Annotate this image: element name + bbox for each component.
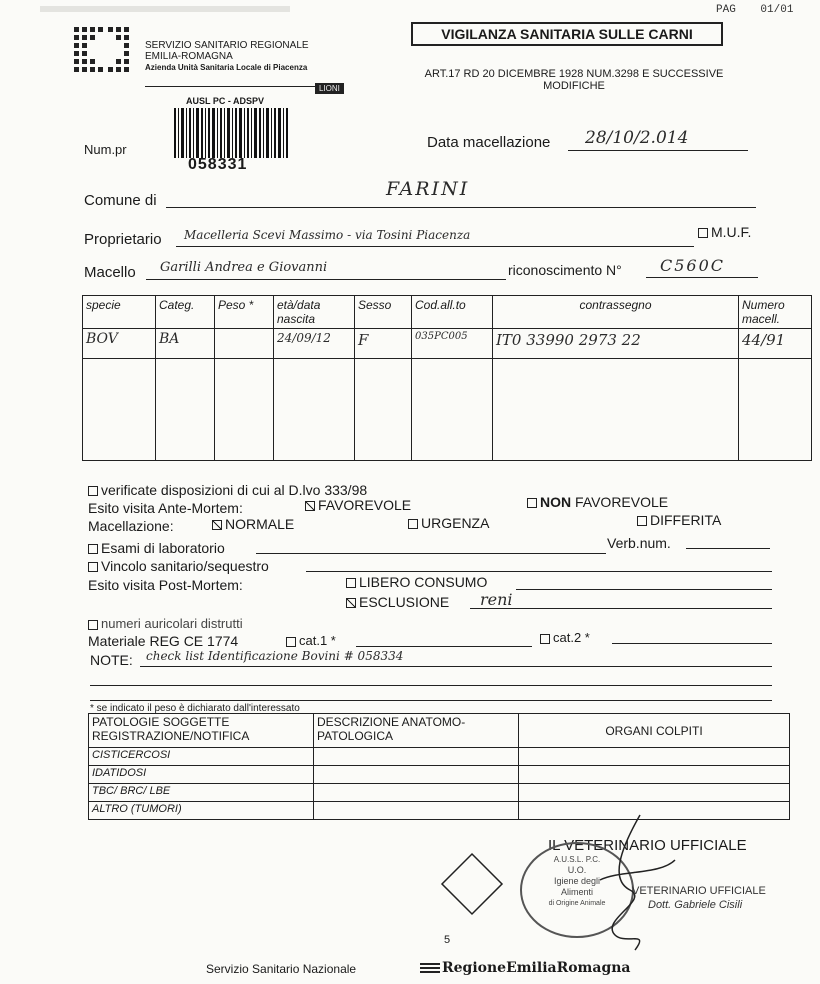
cat2-checkbox[interactable] [540, 634, 550, 644]
diamond-icon [440, 852, 504, 916]
esami-option [88, 540, 225, 556]
libero-label: LIBERO CONSUMO [359, 574, 488, 590]
col-eta: età/data nascita [274, 296, 355, 329]
verb-num-line [686, 548, 770, 549]
row-tbc: TBC/ BRC/ LBE [89, 784, 314, 802]
table-row [89, 766, 790, 784]
ante-mortem-label: Esito visita Ante-Mortem: [88, 500, 243, 516]
vet-stamp-line-2: Dott. Gabriele Cisili [648, 899, 743, 911]
peso-footnote: * se indicato il peso è dichiarato dall'interessato [90, 703, 300, 714]
cat1-line [356, 646, 532, 647]
stamp-line-5: di Origine Animale [548, 900, 606, 907]
page-indicator [716, 4, 793, 16]
signature-icon [580, 810, 690, 960]
col-sesso: Sesso [355, 296, 412, 329]
libero-option [346, 574, 487, 590]
non-favorevole-label: FAVOREVOLE [575, 494, 669, 510]
esclusione-option [346, 594, 449, 610]
esami-label: Esami di laboratorio [101, 540, 225, 556]
auricolari-checkbox[interactable] [88, 620, 98, 630]
vet-stamp-line-1: VETERINARIO UFFICIALE [632, 885, 766, 897]
org-line-1: SERVIZIO SANITARIO REGIONALE [145, 40, 309, 51]
riconoscimento-line [646, 277, 758, 278]
verificate-label: verificate disposizioni di cui al D.lvo 333/98 [101, 482, 368, 498]
esclusione-label: ESCLUSIONE [359, 594, 450, 610]
barcode-label: AUSL PC - ADSPV [186, 96, 265, 106]
cat2-option [540, 630, 590, 645]
differita-option [637, 512, 721, 528]
macellazione-label: Macellazione: [88, 518, 174, 534]
normale-checkbox[interactable] [212, 520, 222, 530]
row-cisticercosi: CISTICERCOSI [89, 748, 314, 766]
differita-label: DIFFERITA [650, 512, 722, 528]
esami-checkbox[interactable] [88, 544, 98, 554]
verb-num-label: Verb.num. [607, 535, 671, 551]
org-name [145, 40, 309, 73]
ausl-logo-icon [72, 25, 134, 75]
comune-value: FARINI [386, 178, 470, 200]
cell-contrassegno: IT0 33990 2973 22 [493, 329, 739, 359]
cell-specie: BOV [83, 329, 156, 359]
note-value: check list Identificazione Bovini # 058334 [146, 649, 404, 663]
stamp-fragment [315, 83, 344, 94]
note-line-3 [90, 700, 772, 701]
cell-sesso: F [355, 329, 412, 359]
ssn-label: Servizio Sanitario Nazionale [206, 962, 357, 976]
favorevole-label: FAVOREVOLE [318, 497, 412, 513]
col-patologie: PATOLOGIE SOGGETTE REGISTRAZIONE/NOTIFICA [89, 714, 314, 748]
row-idatidosi: IDATIDOSI [89, 766, 314, 784]
vincolo-label: Vincolo sanitario/sequestro [101, 558, 269, 574]
urgenza-label: URGENZA [421, 515, 490, 531]
libero-line [516, 589, 772, 590]
cat1-checkbox[interactable] [286, 637, 296, 647]
materiale-label: Materiale REG CE 1774 [88, 633, 239, 649]
auricolari-label: numeri auricolari distrutti [101, 616, 243, 631]
proprietario-line [176, 246, 694, 247]
cell-categ: BA [156, 329, 215, 359]
esami-line [256, 553, 606, 554]
cell-numero-macell: 44/91 [739, 329, 812, 359]
regione-logo [420, 960, 630, 976]
data-macellazione-value: 28/10/2.014 [585, 128, 689, 148]
urgenza-option [408, 515, 489, 531]
macello-line [146, 279, 506, 280]
data-macellazione-line [568, 150, 748, 151]
comune-label: Comune di [84, 192, 157, 209]
table-row [89, 784, 790, 802]
urgenza-checkbox[interactable] [408, 519, 418, 529]
proprietario-value: Macelleria Scevi Massimo - via Tosini Piacenza [184, 228, 471, 242]
cell-eta: 24/09/12 [274, 329, 355, 359]
esclusione-line [470, 608, 772, 609]
form-title: VIGILANZA SANITARIA SULLE CARNI [441, 26, 693, 42]
org-line-3: Azienda Unità Sanitaria Locale di Piacenza [145, 63, 308, 72]
regione-label: RegioneEmiliaRomagna [442, 960, 631, 976]
org-line-2: EMILIA-ROMAGNA [145, 51, 233, 62]
col-organi: ORGANI COLPITI [519, 714, 790, 748]
favorevole-option [305, 497, 411, 513]
num-label: Num.pr [84, 142, 127, 157]
fax-header-smudge [40, 6, 290, 12]
non-label: NON [540, 494, 572, 510]
stamp-line-2: U.O. [567, 865, 587, 875]
stamp-line-3: Igiene degli [553, 876, 601, 886]
muf-checkbox[interactable] [698, 228, 708, 238]
vincolo-option [88, 558, 269, 574]
comune-line [166, 207, 756, 208]
col-peso: Peso * [215, 296, 274, 329]
data-macellazione-label: Data macellazione [427, 134, 551, 151]
cat2-line [612, 643, 772, 644]
differita-checkbox[interactable] [637, 516, 647, 526]
pathology-header [89, 714, 790, 748]
non-favorevole-option [527, 494, 668, 510]
esclusione-checkbox[interactable] [346, 598, 356, 608]
animals-table-header [83, 296, 812, 329]
macello-label: Macello [84, 264, 136, 281]
cell-codall: 035PC005 [412, 329, 493, 359]
esclusione-value: reni [480, 590, 513, 609]
cat1-label: cat.1 * [299, 633, 336, 648]
col-specie: specie [83, 296, 156, 329]
stamp-fragment-text: LIONI [319, 84, 340, 93]
vincolo-line [306, 571, 772, 572]
header-rule [145, 86, 315, 87]
normale-label: NORMALE [225, 516, 295, 532]
cat2-label: cat.2 * [553, 630, 590, 645]
cat1-option [286, 633, 336, 648]
auricolari-option [88, 616, 243, 631]
form-title-box [411, 22, 723, 46]
verificate-checkbox[interactable] [88, 486, 98, 496]
note-line [140, 666, 772, 667]
vincolo-checkbox[interactable] [88, 562, 98, 572]
libero-checkbox[interactable] [346, 578, 356, 588]
table-row-empty [83, 359, 812, 461]
page-number: 01/01 [760, 4, 794, 16]
page-mark: 5 [444, 934, 451, 946]
muf-label: M.U.F. [711, 224, 752, 240]
macello-value: Garilli Andrea e Giovanni [160, 260, 328, 275]
cell-peso [215, 329, 274, 359]
form-subtitle: ART.17 RD 20 DICEMBRE 1928 NUM.3298 E SUCCESSIVE MODIFICHE [424, 68, 724, 92]
barcode-icon [172, 108, 290, 158]
pathology-table [88, 713, 790, 820]
table-row [89, 748, 790, 766]
row-altro: ALTRO (TUMORI) [89, 802, 314, 820]
post-mortem-label: Esito visita Post-Mortem: [88, 577, 243, 593]
page-label: PAG [716, 4, 736, 16]
favorevole-checkbox[interactable] [305, 501, 315, 511]
col-numero-macell: Numero macell. [739, 296, 812, 329]
regione-logo-icon [420, 963, 440, 973]
non-favorevole-checkbox[interactable] [527, 498, 537, 508]
riconoscimento-value: C560C [660, 256, 726, 275]
col-categ: Categ. [156, 296, 215, 329]
col-contrassegno: contrassegno [493, 296, 739, 329]
stamp-line-1: A.U.S.L. P.C. [553, 855, 601, 864]
stamp-line-4: Alimenti [560, 887, 593, 897]
col-descrizione: DESCRIZIONE ANATOMO-PATOLOGICA [314, 714, 519, 748]
muf-option [698, 224, 751, 240]
verificate-option [88, 482, 367, 498]
proprietario-label: Proprietario [84, 231, 162, 248]
table-row [83, 329, 812, 359]
note-label: NOTE: [90, 652, 133, 668]
col-codall: Cod.all.to [412, 296, 493, 329]
animals-table [82, 295, 812, 461]
riconoscimento-label: riconoscimento N° [508, 262, 622, 278]
normale-option [212, 516, 294, 532]
barcode-number: 058331 [188, 156, 248, 173]
note-line-2 [90, 685, 772, 686]
veterinario-title: IL VETERINARIO UFFICIALE [548, 837, 747, 854]
